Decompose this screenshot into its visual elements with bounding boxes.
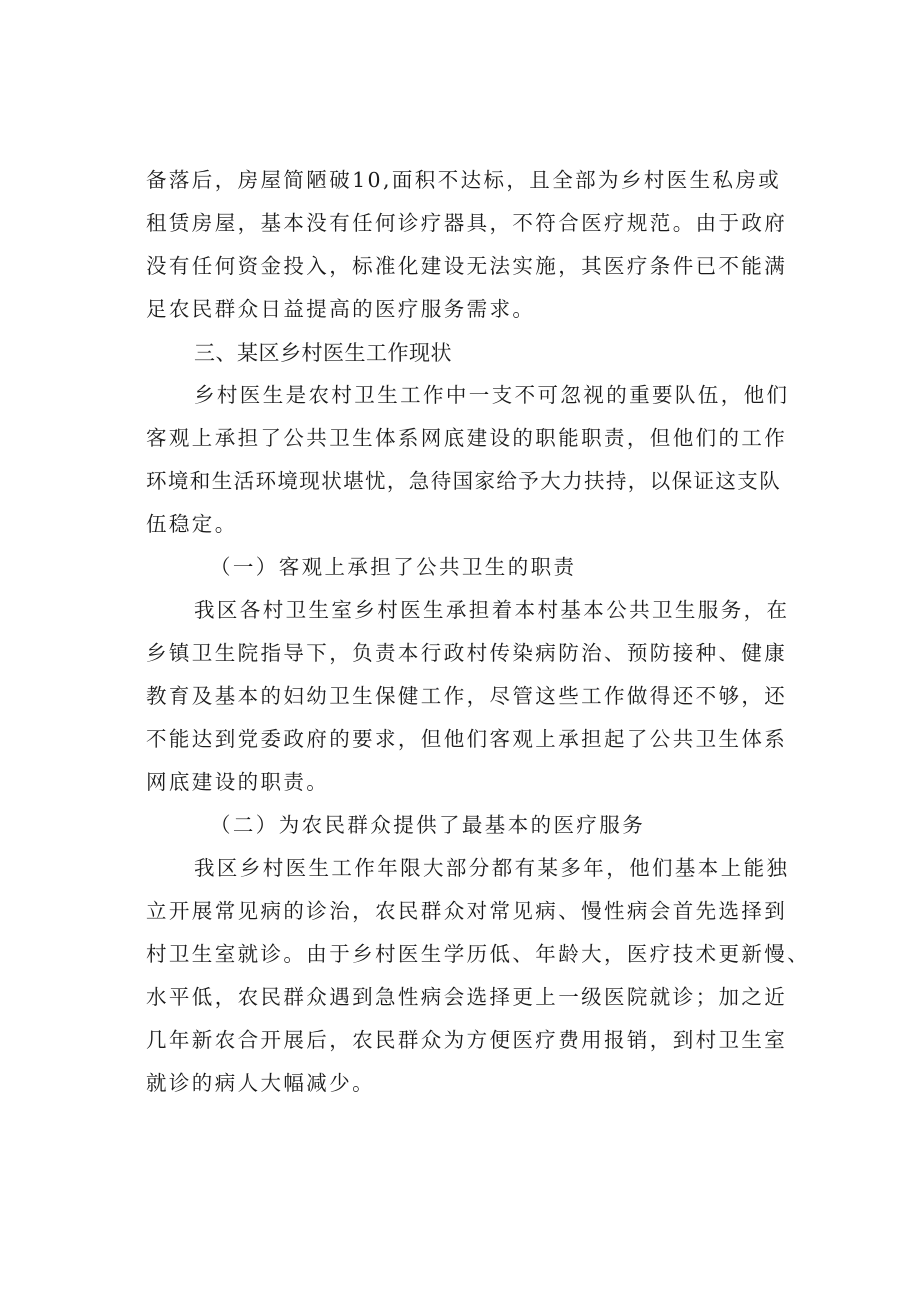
paragraph-line: 几年新农合开展后，农民群众为方便医疗费用报销，到村卫生室 bbox=[146, 1028, 788, 1052]
paragraph-line: 立开展常见病的诊治，农民群众对常见病、慢性病会首先选择到 bbox=[146, 899, 788, 923]
paragraph-line: 乡村医生是农村卫生工作中一支不可忽视的重要队伍，他们 bbox=[194, 383, 790, 407]
paragraph-line: 伍稳定。 bbox=[146, 512, 238, 536]
paragraph-line: 没有任何资金投入，标准化建设无法实施，其医疗条件已不能满 bbox=[146, 254, 788, 278]
paragraph-line: 租赁房屋，基本没有任何诊疗器具，不符合医疗规范。由于政府 bbox=[146, 211, 788, 235]
paragraph-line: 环境和生活环境现状堪忧，急待国家给予大力扶持，以保证这支队 bbox=[146, 469, 782, 493]
paragraph-line: 备落后，房屋简陋破10,面积不达标，且全部为乡村医生私房或 bbox=[146, 168, 782, 192]
paragraph-line: 我区各村卫生室乡村医生承担着本村基本公共卫生服务，在 bbox=[194, 598, 790, 622]
paragraph-line: 水平低，农民群众遇到急性病会选择更上一级医院就诊；加之近 bbox=[146, 985, 788, 1009]
paragraph-line: 乡镇卫生院指导下，负责本行政村传染病防治、预防接种、健康 bbox=[146, 641, 788, 665]
subsection-heading: （二）为农民群众提供了最基本的医疗服务 bbox=[210, 813, 646, 837]
paragraph-line: 客观上承担了公共卫生体系网底建设的职能职责，但他们的工作 bbox=[146, 426, 788, 450]
paragraph-line: 足农民群众日益提高的医疗服务需求。 bbox=[146, 297, 536, 321]
section-heading: 三、某区乡村医生工作现状 bbox=[194, 341, 452, 365]
paragraph-line: 不能达到党委政府的要求，但他们客观上承担起了公共卫生体系 bbox=[146, 727, 788, 751]
paragraph-line: 网底建设的职责。 bbox=[146, 770, 330, 794]
subsection-heading: （一）客观上承担了公共卫生的职责 bbox=[210, 555, 577, 579]
paragraph-line: 教育及基本的妇幼卫生保健工作，尽管这些工作做得还不够，还 bbox=[146, 684, 788, 708]
paragraph-line: 我区乡村医生工作年限大部分都有某多年，他们基本上能独 bbox=[194, 856, 790, 880]
paragraph-line: 村卫生室就诊。由于乡村医生学历低、年龄大，医疗技术更新慢、 bbox=[146, 942, 811, 966]
paragraph-line: 就诊的病人大幅减少。 bbox=[146, 1071, 375, 1095]
